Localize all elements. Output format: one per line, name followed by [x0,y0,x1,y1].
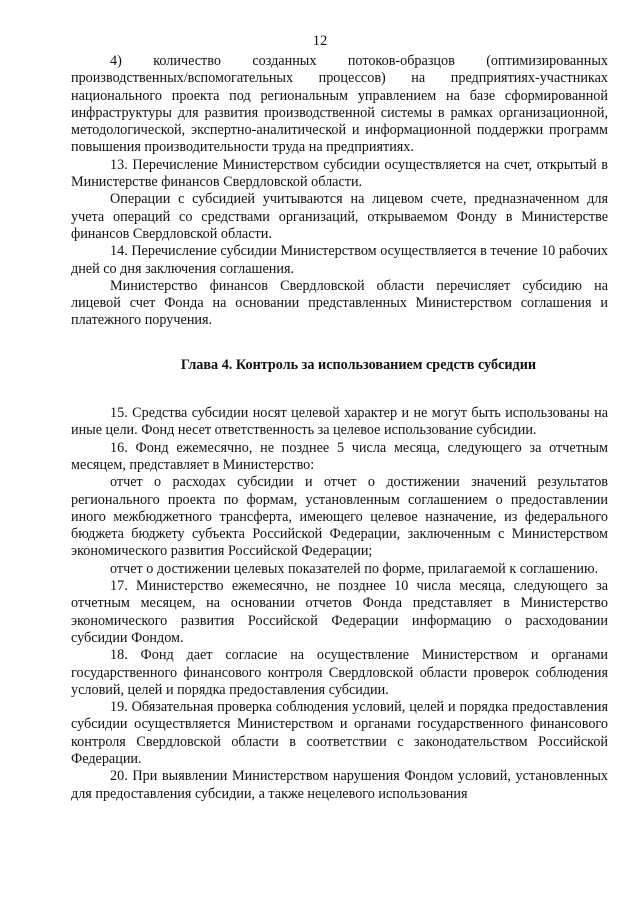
paragraph: Операции с субсидией учитываются на лицевом счете, предназначенном для учета операций со средствами организаций, открываемом Фонду в Министерстве финансов Свердловской области. [71,191,608,242]
paragraphs-after-heading [71,405,608,803]
paragraph: 15. Средства субсидии носят целевой характер и не могут быть использованы на иные цели. Фонд несет ответственность за целевое использование субсидии. [71,405,608,439]
paragraph: Министерство финансов Свердловской области перечисляет субсидию на лицевой счет Фонда на основании представленных Министерством соглашения и платежного поручения. [71,277,608,329]
page-number: 12 [312,33,328,49]
paragraphs-before-heading [71,53,608,330]
paragraph: отчет о расходах субсидии и отчет о достижении значений результатов регионального проекта по формам, установленным соглашением о предоставлении иного межбюджетного трансферта, имеющего целевое назначение, из федерального бюджета бюджету субъекта Российской Федерации, заключенным с Министерством экономического развития Российской Федерации; [71,474,608,560]
paragraph: 13. Перечисление Министерством субсидии осуществляется на счет, открытый в Министерстве финансов Свердловской области. [71,156,608,191]
paragraph: 20. При выявлении Министерством нарушения Фондом условий, установленных для предоставления субсидии, а также нецелевого использования [71,768,608,802]
paragraph: 14. Перечисление субсидии Министерством осуществляется в течение 10 рабочих дней со дня заключения соглашения. [71,243,608,277]
paragraph: отчет о достижении целевых показателей по форме, прилагаемой к соглашению. [110,560,599,577]
paragraph: 17. Министерство ежемесячно, не позднее 10 числа месяца, следующего за отчетным месяцем, на основании отчетов Фонда представляет в Министерство экономического развития Российской Федерации информацию о расходовании субсидии Фондом. [71,578,608,646]
paragraph: 16. Фонд ежемесячно, не позднее 5 числа месяца, следующего за отчетным месяцем, представляет в Министерство: [71,439,608,473]
chapter-heading: Глава 4. Контроль за использованием средств субсидии [180,356,537,373]
paragraph: 18. Фонд дает согласие на осуществление Министерством и органами государственного финансового контроля Свердловской области проверок соблюдения условий, целей и порядка предоставления субсидии. [71,647,608,698]
paragraph: 19. Обязательная проверка соблюдения условий, целей и порядка предоставления субсидии осуществляется Министерством и органами государственного финансового контроля Свердловской области в соответствии с законодательством Российской Федерации. [71,699,608,767]
paragraph: 4) количество созданных потоков-образцов (оптимизированных производственных/вспомогательных процессов) на предприятиях-участниках национального проекта под региональным управлением на базе сформированной инфраструктуры для развития производственной системы в рамках организационной, методологической, экспертно-аналитической и информационной поддержки программ повышения производительности труда на предприятиях. [71,53,608,156]
document-body [71,53,608,803]
